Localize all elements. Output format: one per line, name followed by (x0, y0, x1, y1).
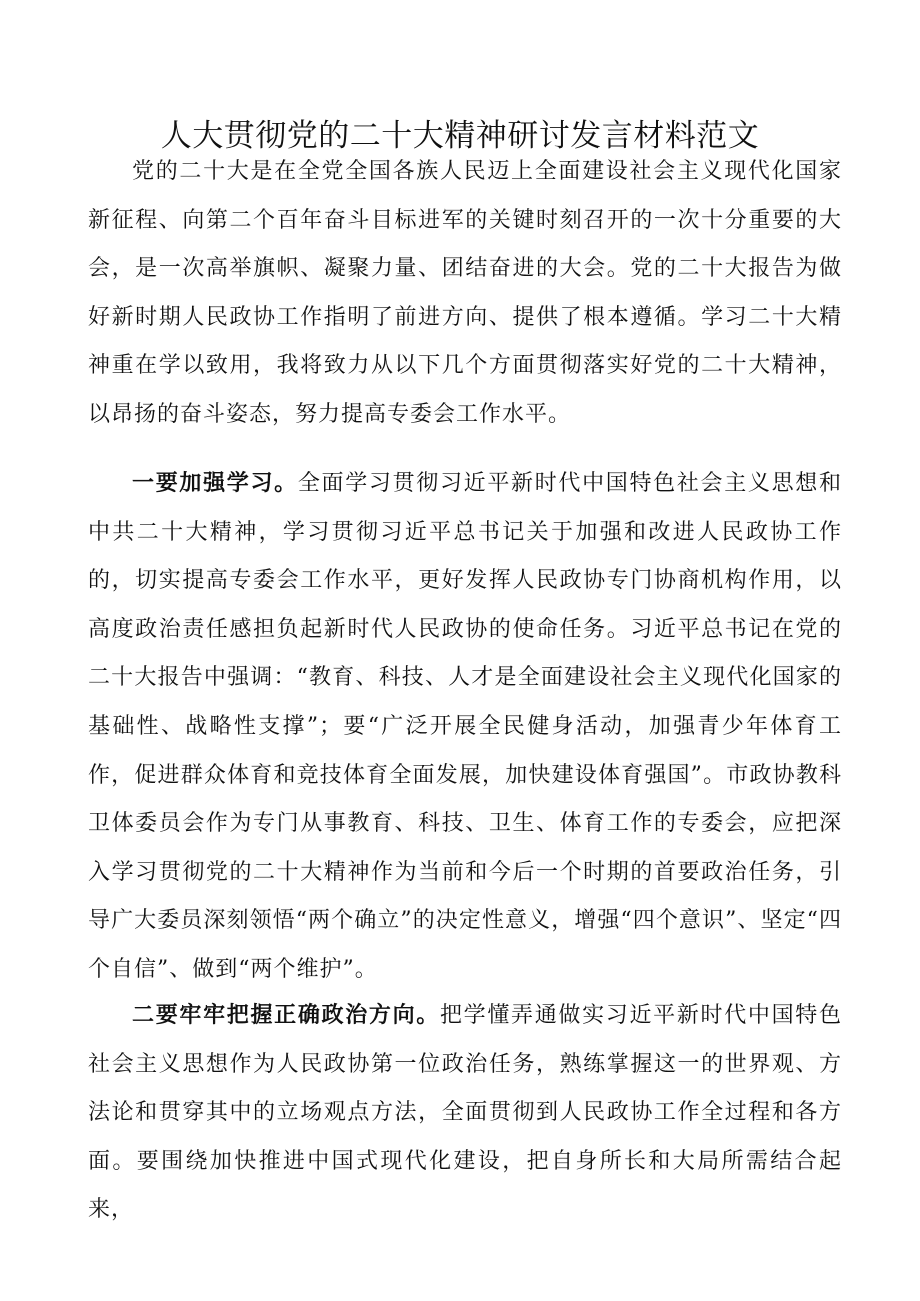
section-body-2: 把学懂弄通做实习近平新时代中国特色社会主义思想作为人民政协第一位政治任务，熟练掌握这一的世界观、方法论和贯穿其中的立场观点方法，全面贯彻到人民政协工作全过程和各方面。要围绕加快推进中国式现代化建设，把自身所长和大局所需结合起来， (88, 1003, 842, 1223)
section-heading-2: 二要牢牢把握正确政治方向。 (132, 1003, 440, 1028)
section-body-1: 全面学习贯彻习近平新时代中国特色社会主义思想和中共二十大精神，学习贯彻习近平总书记关于加强和改进人民政协工作的，切实提高专委会工作水平，更好发挥人民政协专门协商机构作用，以高度政治责任感担负起新时代人民政协的使命任务。习近平总书记在党的二十大报告中强调：“教育、科技、人才是全面建设社会主义现代化国家的基础性、战略性支撑”；要“广泛开展全民健身活动，加强青少年体育工作，促进群众体育和竞技体育全面发展，加快建设体育强国”。市政协教科卫体委员会作为专门从事教育、科技、卫生、体育工作的专委会，应把深入学习贯彻党的二十大精神作为当前和今后一个时期的首要政治任务，引导广大委员深刻领悟“两个确立”的决定性意义，增强“四个意识”、坚定“四个自信”、做到“两个维护”。 (88, 471, 842, 982)
section-heading-1: 一要加强学习。 (132, 471, 298, 496)
section-paragraph-2 (88, 992, 842, 1235)
document-title: 人大贯彻党的二十大精神研讨发言材料范文 (160, 118, 760, 154)
intro-paragraph: 党的二十大是在全党全国各族人民迈上全面建设社会主义现代化国家新征程、向第二个百年奋斗目标进军的关键时刻召开的一次十分重要的大会，是一次高举旗帜、凝聚力量、团结奋进的大会。党的二十大报告为做好新时期人民政协工作指明了前进方向、提供了根本遵循。学习二十大精神重在学以致用，我将致力从以下几个方面贯彻落实好党的二十大精神，以昂扬的奋斗姿态，努力提高专委会工作水平。 (88, 159, 842, 427)
section-paragraph-1 (88, 460, 842, 995)
